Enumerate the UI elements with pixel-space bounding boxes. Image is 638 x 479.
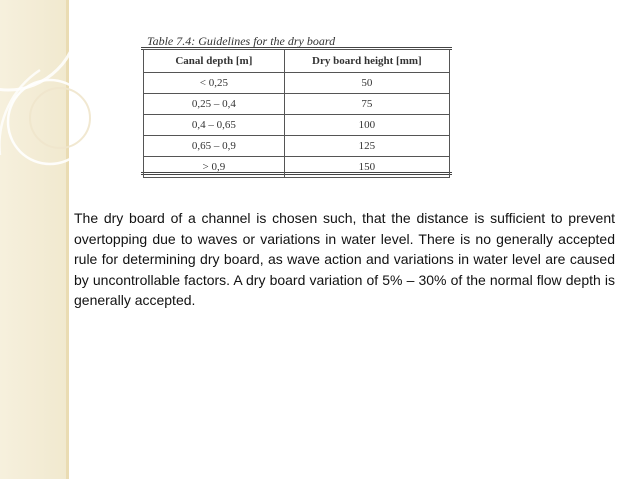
cell-canal-depth: < 0,25 bbox=[144, 73, 285, 94]
table-caption: Table 7.4: Guidelines for the dry board bbox=[147, 34, 336, 48]
header-dry-board-height: Dry board height [mm] bbox=[284, 50, 449, 73]
table-row bbox=[144, 115, 450, 136]
body-paragraph: The dry board of a channel is chosen such, that the distance is sufficient to prevent overtopping due to waves or variations in water level. There is no generally accepted rule for determining dry board, as wave action and variations in water level are caused by uncontrollable factors. A dry board variation of 5% – 30% of the normal flow depth is generally accepted. bbox=[74, 210, 615, 308]
cell-canal-depth: 0,65 – 0,9 bbox=[144, 136, 285, 157]
table-header-row bbox=[144, 50, 450, 73]
cell-canal-depth: 0,25 – 0,4 bbox=[144, 94, 285, 115]
cell-dry-board-height: 100 bbox=[284, 115, 449, 136]
cell-dry-board-height: 150 bbox=[284, 157, 449, 178]
table-row bbox=[144, 73, 450, 94]
header-canal-depth: Canal depth [m] bbox=[144, 50, 285, 73]
slide-side-band bbox=[0, 0, 66, 479]
dry-board-table bbox=[143, 49, 450, 178]
table-row bbox=[144, 136, 450, 157]
table-row bbox=[144, 157, 450, 178]
cell-dry-board-height: 75 bbox=[284, 94, 449, 115]
slide-side-rule bbox=[66, 0, 69, 479]
cell-dry-board-height: 125 bbox=[284, 136, 449, 157]
cell-canal-depth: > 0,9 bbox=[144, 157, 285, 178]
cell-dry-board-height: 50 bbox=[284, 73, 449, 94]
table-row bbox=[144, 94, 450, 115]
cell-canal-depth: 0,4 – 0,65 bbox=[144, 115, 285, 136]
